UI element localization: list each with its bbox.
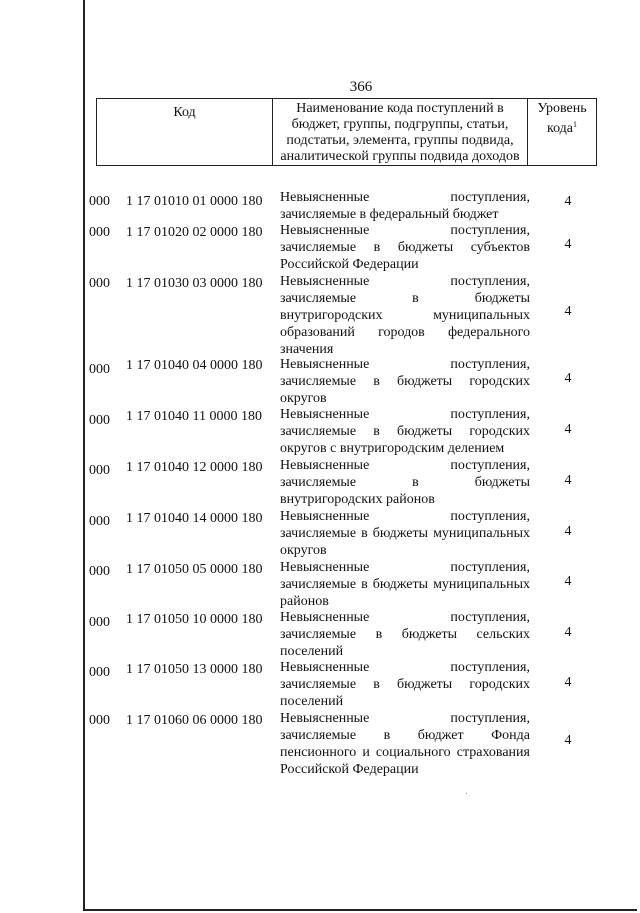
- revenue-code: 1 17 01030 03 0000 180: [126, 276, 263, 291]
- revenue-name: Невыясненные поступления, зачисляемые в бюджеты городских округов: [280, 357, 530, 406]
- revenue-code: 1 17 01050 13 0000 180: [126, 662, 263, 677]
- admin-code: 000: [89, 713, 110, 728]
- admin-code: 000: [89, 615, 110, 630]
- header-table: [96, 98, 597, 166]
- header-level: [528, 99, 596, 165]
- admin-code: 000: [89, 276, 110, 291]
- revenue-name: Невыясненные поступления, зачисляемые в бюджеты городских поселений: [280, 660, 530, 709]
- code-level: 4: [564, 574, 572, 589]
- revenue-name: Невыясненные поступления, зачисляемые в бюджеты внутригородских муниципальных образований городов федерального значения: [280, 274, 530, 357]
- admin-code: 000: [89, 225, 110, 240]
- revenue-name: Невыясненные поступления, зачисляемые в бюджеты сельских поселений: [280, 610, 530, 659]
- header-level-label: Уровень кода: [537, 101, 587, 136]
- scan-speck: [466, 793, 467, 794]
- revenue-name: Невыясненные поступления, зачисляемые в бюджеты муниципальных округов: [280, 509, 530, 558]
- header-level-footnote: 1: [573, 120, 578, 129]
- revenue-code: 1 17 01010 01 0000 180: [126, 194, 263, 209]
- code-level: 4: [564, 422, 572, 437]
- revenue-name: Невыясненные поступления, зачисляемые в бюджеты субъектов Российской Федерации: [280, 223, 530, 272]
- code-level: 4: [564, 304, 572, 319]
- header-code: Код: [97, 99, 273, 165]
- revenue-code: 1 17 01050 05 0000 180: [126, 562, 263, 577]
- revenue-name: Невыясненные поступления, зачисляемые в бюджеты городских округов с внутригородским делением: [280, 407, 530, 456]
- revenue-code: 1 17 01040 11 0000 180: [126, 409, 262, 424]
- admin-code: 000: [89, 514, 110, 529]
- revenue-code: 1 17 01050 10 0000 180: [126, 612, 263, 627]
- code-level: 4: [564, 733, 572, 748]
- revenue-name: Невыясненные поступления, зачисляемые в бюджет Фонда пенсионного и социального страхования Российской Федерации: [280, 711, 530, 777]
- code-level: 4: [564, 194, 572, 209]
- revenue-code: 1 17 01020 02 0000 180: [126, 225, 263, 240]
- revenue-name: Невыясненные поступления, зачисляемые в бюджеты муниципальных районов: [280, 560, 530, 609]
- revenue-code: 1 17 01060 06 0000 180: [126, 713, 263, 728]
- code-level: 4: [564, 237, 572, 252]
- admin-code: 000: [89, 362, 110, 377]
- admin-code: 000: [89, 564, 110, 579]
- revenue-code: 1 17 01040 04 0000 180: [126, 358, 263, 373]
- code-level: 4: [564, 524, 572, 539]
- page-number: 366: [349, 79, 373, 95]
- code-level: 4: [564, 675, 572, 690]
- revenue-name: Невыясненные поступления, зачисляемые в бюджеты внутригородских районов: [280, 458, 530, 507]
- code-level: 4: [564, 625, 572, 640]
- admin-code: 000: [89, 194, 110, 209]
- revenue-name: Невыясненные поступления, зачисляемые в федеральный бюджет: [280, 190, 530, 222]
- code-level: 4: [564, 473, 572, 488]
- revenue-code: 1 17 01040 14 0000 180: [126, 511, 263, 526]
- admin-code: 000: [89, 463, 110, 478]
- admin-code: 000: [89, 665, 110, 680]
- revenue-code: 1 17 01040 12 0000 180: [126, 460, 263, 475]
- admin-code: 000: [89, 413, 110, 428]
- code-level: 4: [564, 371, 572, 386]
- header-name: Наименование кода поступлений в бюджет, группы, подгруппы, статьи, подстатьи, элемента, группы подвида, аналитической группы подвида доходов: [273, 99, 528, 165]
